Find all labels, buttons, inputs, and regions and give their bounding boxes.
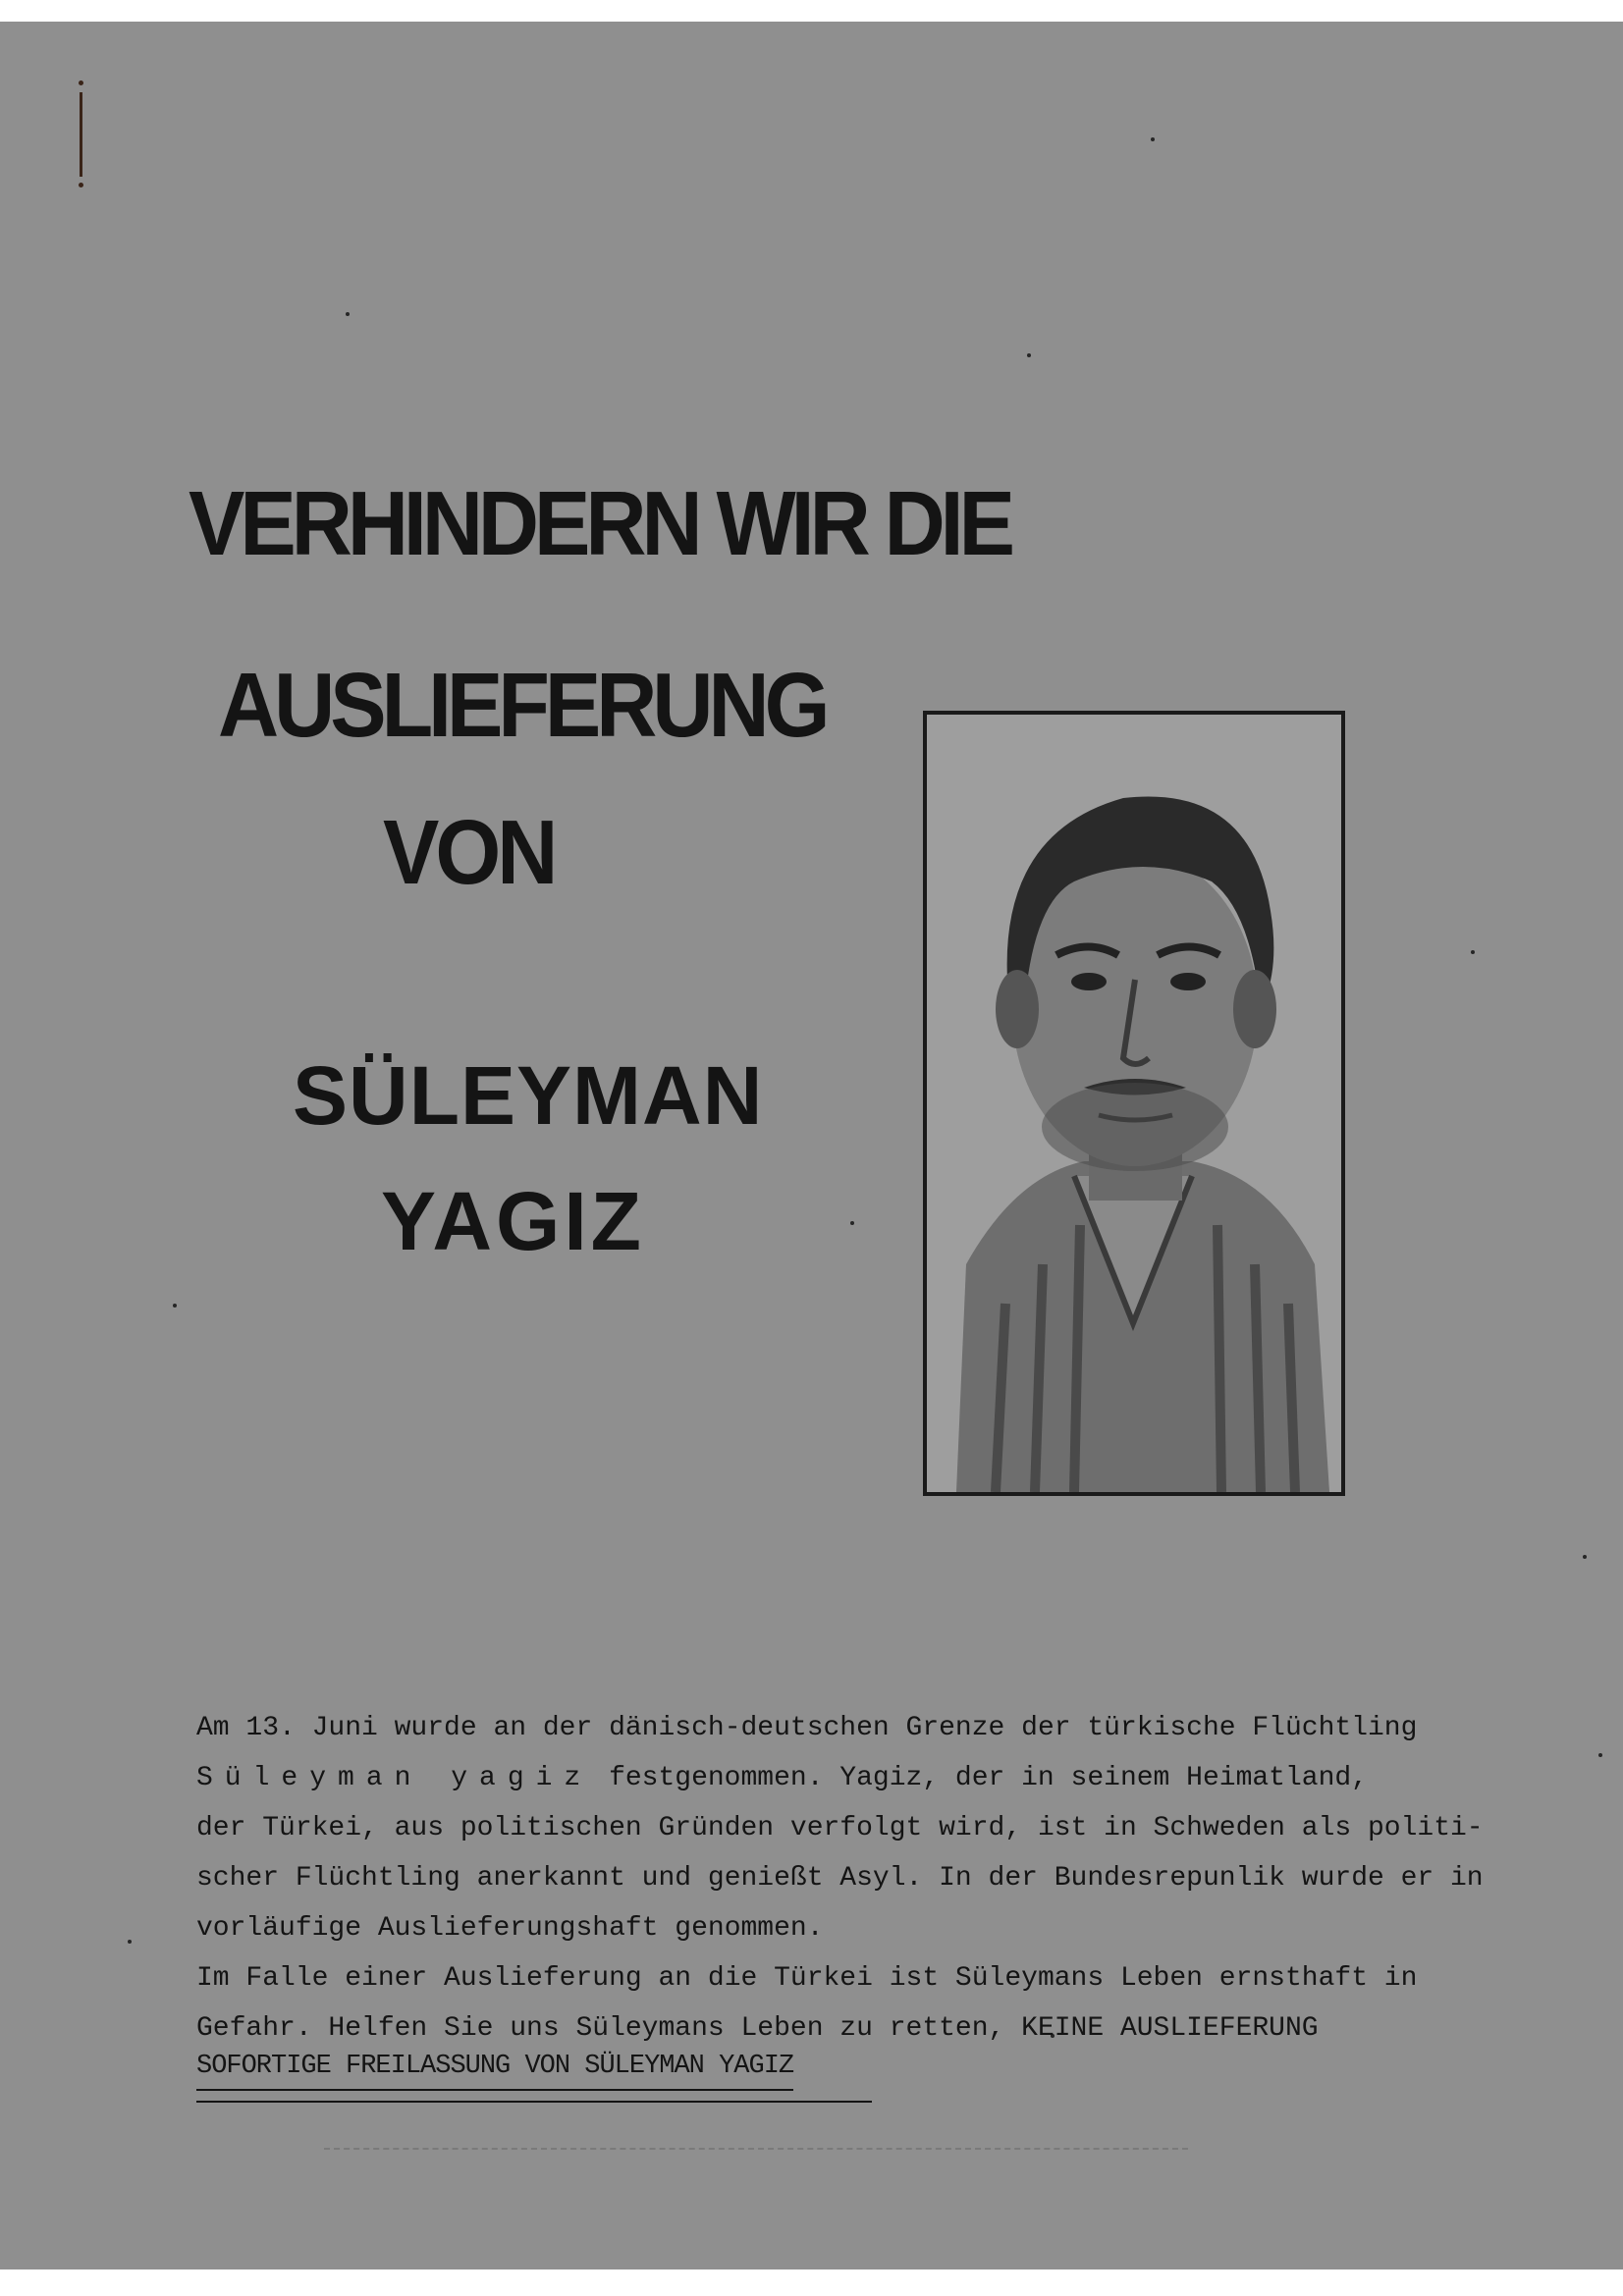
dust-speck	[346, 312, 350, 316]
dust-speck	[850, 1221, 854, 1225]
headline-line-2: AUSLIEFERUNG	[218, 654, 826, 757]
body-line-4: scher Flüchtling anerkannt und genießt Asyl. In der Bundesrepunlik wurde er in	[196, 1863, 1484, 1894]
closing-demand: SOFORTIGE FREILASSUNG VON SÜLEYMAN YAGIZ	[196, 2052, 793, 2091]
portrait-photo	[923, 711, 1345, 1496]
headline-line-1: VERHINDERN WIR DIE	[189, 472, 1010, 575]
body-line-7: Gefahr. Helfen Sie uns Süleymans Leben zu retten, KEINE AUSLIEFERUNG	[196, 2013, 1319, 2044]
body-line-3: der Türkei, aus politischen Gründen verfolgt wird, ist in Schweden als politi-	[196, 1813, 1484, 1843]
document-page	[0, 22, 1623, 2269]
body-line-6: Im Falle einer Auslieferung an die Türkei ist Süleymans Leben ernsthaft in	[196, 1963, 1418, 1994]
dust-speck	[128, 1940, 132, 1944]
closing-double-underline	[196, 2101, 872, 2103]
dust-speck	[1027, 353, 1031, 357]
headline-line-3: VON	[383, 801, 555, 904]
body-line-5: vorläufige Auslieferungshaft genommen.	[196, 1913, 824, 1944]
body-line-1: Am 13. Juni wurde an der dänisch-deutschen Grenze der türkische Flüchtling	[196, 1713, 1418, 1743]
dust-speck	[1583, 1555, 1587, 1559]
body-text	[196, 1703, 1512, 2054]
margin-mark-bar	[80, 92, 82, 177]
body-line-2-rest: festgenommen. Yagiz, der in seinem Heimatland,	[609, 1763, 1368, 1793]
portrait-photo-drawing	[927, 715, 1341, 1492]
body-line-2	[196, 1753, 1512, 1803]
dust-speck	[1471, 950, 1475, 954]
margin-mark-dot-bottom	[79, 183, 83, 187]
dust-speck	[1598, 1753, 1602, 1757]
faint-dashed-rule	[324, 2148, 1188, 2150]
margin-mark	[79, 80, 83, 188]
detainee-name: Süleyman yagiz	[196, 1763, 593, 1793]
margin-mark-dot-top	[79, 80, 83, 85]
headline-line-4: SÜLEYMAN	[293, 1049, 764, 1142]
dust-speck	[173, 1304, 177, 1308]
headline-line-5: YAGIZ	[381, 1175, 645, 1267]
dust-speck	[1151, 137, 1155, 141]
